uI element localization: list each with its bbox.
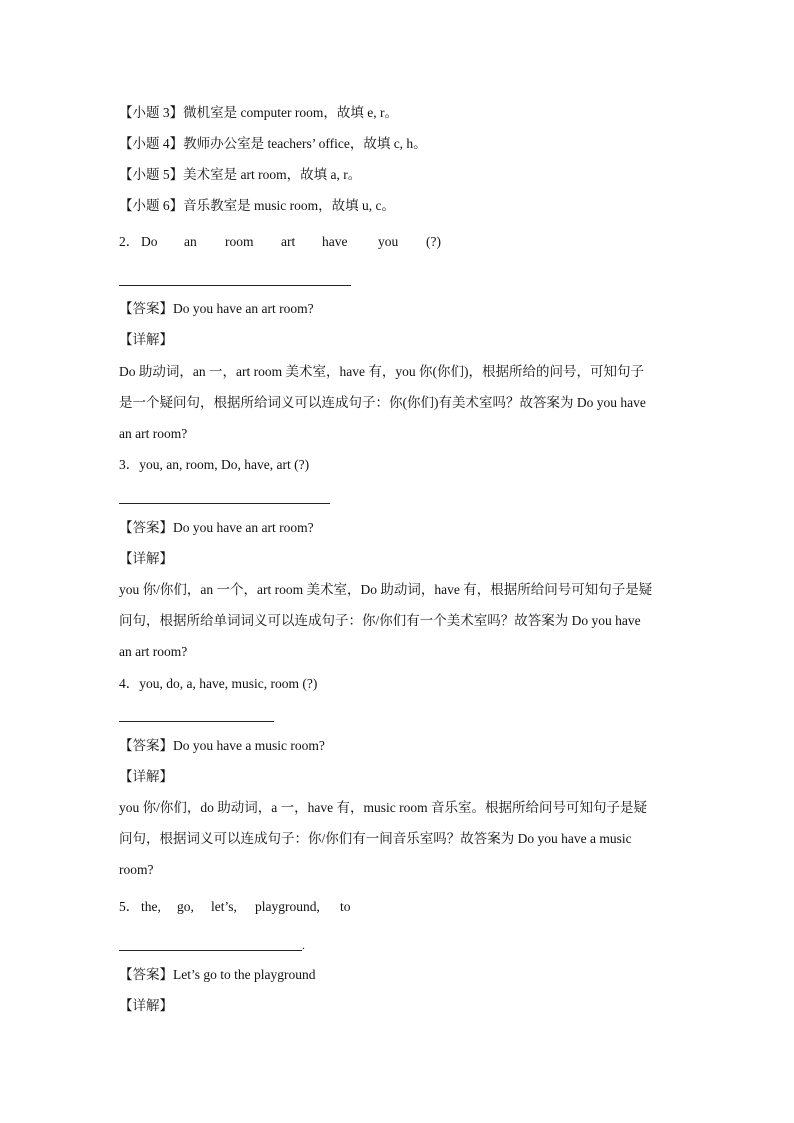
question-2-answer: 【答案】Do you have an art room? [119, 301, 314, 316]
question-2-detail-label: 【详解】 [119, 332, 173, 347]
answer-blank [119, 285, 351, 286]
explanation-line: an art room? [119, 644, 188, 659]
explanation-line: you 你/你们，do 助动词，a 一，have 有，music room 音乐室。根据所给问号可知句子是疑 [119, 800, 647, 815]
question-number: 2． [119, 234, 140, 249]
word-token: an [184, 234, 197, 249]
subquestion-3-answer: 【小题 3】微机室是 computer room，故填 e, r。 [119, 105, 398, 120]
word-token: the, [141, 899, 161, 914]
answer-blank [119, 721, 274, 722]
word-token: you [378, 234, 399, 249]
word-token: Do [141, 234, 158, 249]
question-4-prompt: 4．you, do, a, have, music, room (?) [119, 676, 318, 691]
word-token: (?) [426, 234, 441, 249]
question-4-answer: 【答案】Do you have a music room? [119, 738, 325, 753]
explanation-line: you 你/你们，an 一个，art room 美术室，Do 助动词，have 有，根据所给问号可知句子是疑 [119, 582, 653, 597]
explanation-line: room? [119, 862, 154, 877]
question-5-detail-label: 【详解】 [119, 998, 173, 1013]
word-token: art [281, 234, 296, 249]
answer-blank [119, 503, 330, 504]
explanation-line: 是一个疑问句，根据所给词义可以连成句子：你(你们)有美术室吗？故答案为 Do you have [119, 395, 646, 410]
blank-period: . [302, 938, 305, 952]
question-2-prompt [119, 233, 441, 251]
subquestion-6-answer: 【小题 6】音乐教室是 music room，故填 u, c。 [119, 198, 395, 213]
question-3-prompt: 3．you, an, room, Do, have, art (?) [119, 457, 310, 472]
explanation-line: 问句，根据所给单词词义可以连成句子：你/你们有一个美术室吗？故答案为 Do you have [119, 613, 641, 628]
word-token: go, [177, 899, 194, 914]
question-number: 5． [119, 899, 140, 914]
explanation-line: 问句，根据词义可以连成句子：你/你们有一间音乐室吗？故答案为 Do you have a music [119, 831, 632, 846]
explanation-line: an art room? [119, 426, 188, 441]
subquestion-4-answer: 【小题 4】教师办公室是 teachers’ office，故填 c, h。 [119, 136, 427, 151]
question-3-answer: 【答案】Do you have an art room? [119, 520, 314, 535]
word-token: room [225, 234, 254, 249]
explanation-line: Do 助动词，an 一，art room 美术室，have 有，you 你(你们)，根据所给的问号，可知句子 [119, 364, 644, 379]
word-token: have [322, 234, 348, 249]
answer-blank [119, 950, 302, 951]
question-5-prompt [119, 898, 351, 916]
question-3-detail-label: 【详解】 [119, 551, 173, 566]
question-4-detail-label: 【详解】 [119, 769, 173, 784]
question-5-answer: 【答案】Let’s go to the playground [119, 967, 316, 982]
word-token: let’s, [211, 899, 237, 914]
subquestion-5-answer: 【小题 5】美术室是 art room，故填 a, r。 [119, 167, 362, 182]
word-token: to [340, 899, 351, 914]
word-token: playground, [255, 899, 320, 914]
